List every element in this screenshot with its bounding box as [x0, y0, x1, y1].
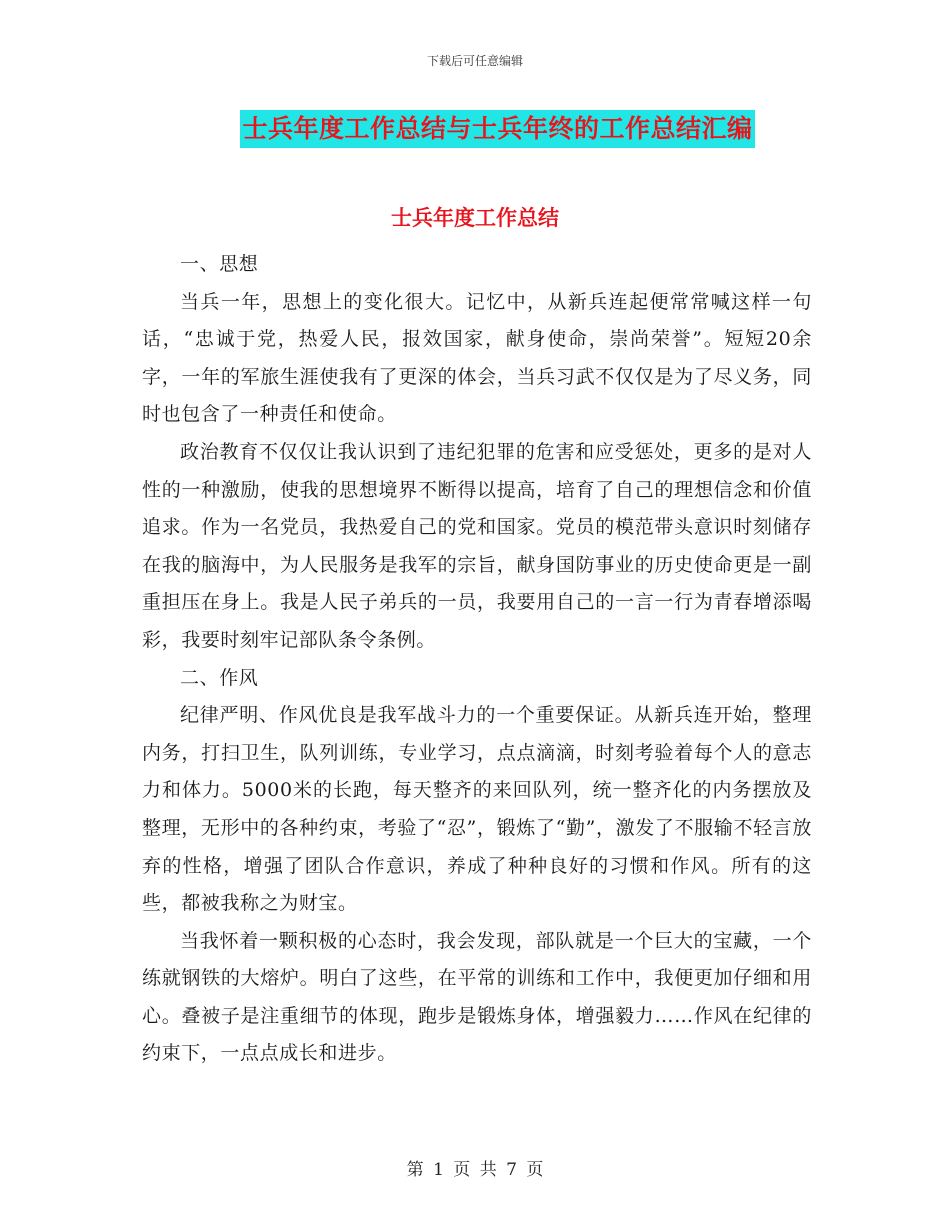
paragraph: 当我怀着一颗积极的心态时，我会发现，部队就是一个巨大的宝藏，一个练就钢铁的大熔炉。明白了这些，在平常的训练和工作中，我便更加仔细和用心。叠被子是注重细节的体现，跑步是锻炼身体，增强毅力……作风在纪律的约束下，一点点成长和进步。: [142, 929, 812, 1065]
page-footer: 第 1 页 共 7 页: [406, 1160, 544, 1180]
body-text: [142, 246, 812, 1073]
document-title: [0, 110, 950, 148]
section-title: 士兵年度工作总结: [391, 205, 559, 230]
paragraph: 政治教育不仅仅让我认识到了违纪犯罪的危害和应受惩处，更多的是对人性的一种激励，使我的思想境界不断得以提高，培育了自己的理想信念和价值追求。作为一名党员，我热爱自己的党和国家。党员的模范带头意识时刻储存在我的脑海中，为人民服务是我军的宗旨，献身国防事业的历史使命更是一副重担压在身上。我是人民子弟兵的一员，我要用自己的一言一行为青春增添喝彩，我要时刻牢记部队条令条例。: [142, 440, 812, 651]
document-title-text: 士兵年度工作总结与士兵年终的工作总结汇编: [240, 110, 754, 148]
paragraph: 纪律严明、作风优良是我军战斗力的一个重要保证。从新兵连开始，整理内务，打扫卫生，队列训练，专业学习，点点滴滴，时刻考验着每个人的意志力和体力。5000米的长跑，每天整齐的来回队列，统一整齐化的内务摆放及整理，无形中的各种约束，考验了“忍”，锻炼了“勤”，激发了不服输不轻言放弃的性格，增强了团队合作意识，养成了种种良好的习惯和作风。所有的这些，都被我称之为财宝。: [142, 704, 812, 915]
paragraph: 当兵一年，思想上的变化很大。记忆中，从新兵连起便常常喊这样一句话，“忠诚于党，热爱人民，报效国家，献身使命，崇尚荣誉”。短短20余字，一年的军旅生涯使我有了更深的体会，当兵习武不仅仅是为了尽义务，同时也包含了一种责任和使命。: [142, 290, 812, 426]
heading-thought: 一、思想: [180, 253, 259, 275]
header-note: 下载后可任意编辑: [426, 54, 523, 68]
heading-style: 二、作风: [180, 666, 259, 689]
